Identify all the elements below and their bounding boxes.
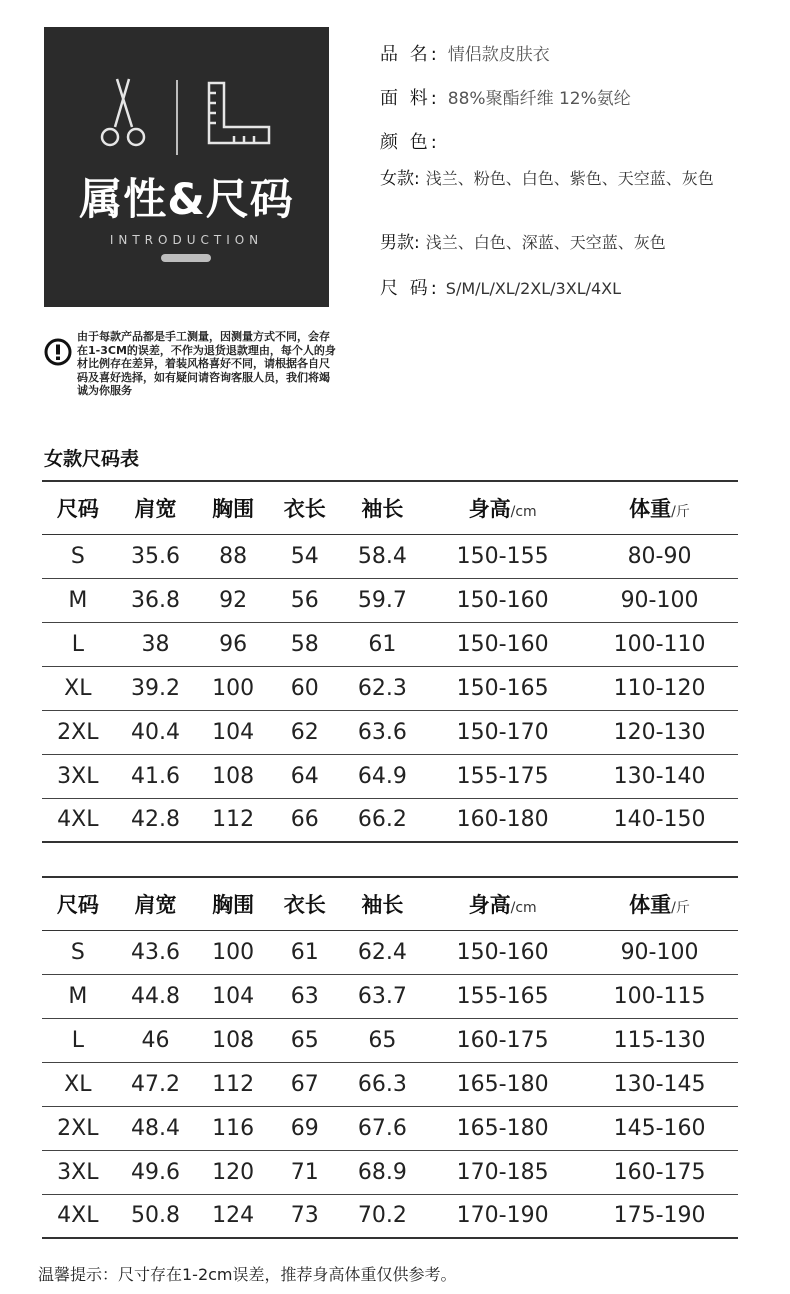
hero-banner: [44, 27, 329, 307]
cell-chest: 104: [212, 983, 255, 1009]
cell-height: 155-165: [456, 983, 549, 1009]
info-name-label: 品 名:: [380, 44, 440, 65]
cell-height: 150-170: [456, 719, 549, 745]
cell-size: L: [71, 631, 84, 657]
hero-icons: [44, 75, 329, 160]
header-height: [424, 877, 581, 930]
cell-sleeve: 67.6: [357, 1115, 407, 1141]
table-row: [42, 754, 738, 798]
cell-sleeve: 68.9: [357, 1159, 407, 1185]
info-name-value: 情侣款皮肤衣: [447, 45, 550, 65]
cell-height: 150-160: [456, 587, 549, 613]
cell-length: 66: [290, 807, 319, 833]
table-row: [42, 798, 738, 842]
header-chest: 胸围: [212, 496, 255, 521]
cell-chest: 100: [212, 939, 255, 965]
header-sleeve: 袖长: [361, 496, 404, 521]
exclamation-icon: [44, 338, 72, 366]
cell-chest: 116: [212, 1115, 255, 1141]
cell-chest: 104: [212, 719, 255, 745]
table-row: [42, 1194, 738, 1238]
scissors-icon: [102, 79, 144, 145]
cell-length: 60: [290, 675, 319, 701]
info-fabric-value: 88%聚酯纤维 12%氨纶: [447, 89, 631, 109]
cell-shoulder: 35.6: [130, 543, 180, 569]
header-length: 衣长: [283, 892, 326, 917]
table-header-row: [42, 481, 738, 534]
cell-weight: 115-130: [613, 1027, 706, 1053]
cell-length: 67: [290, 1071, 319, 1097]
cell-height: 155-175: [456, 763, 549, 789]
cell-shoulder: 36.8: [130, 587, 180, 613]
header-weight-label: 体重: [629, 496, 672, 521]
cell-length: 56: [290, 587, 319, 613]
cell-weight: 110-120: [613, 675, 706, 701]
header-size: 尺码: [56, 892, 99, 917]
women-size-table: [42, 480, 738, 843]
info-color-label: 颜 色:: [380, 132, 440, 153]
cell-chest: 96: [219, 631, 248, 657]
header-weight: [581, 481, 738, 534]
cell-sleeve: 63.6: [357, 719, 407, 745]
cell-chest: 108: [212, 1027, 255, 1053]
cell-size: 2XL: [57, 1115, 99, 1141]
cell-size: XL: [64, 675, 92, 701]
cell-length: 63: [290, 983, 319, 1009]
cell-shoulder: 47.2: [130, 1071, 180, 1097]
header-height-unit: /cm: [510, 503, 537, 520]
cell-size: XL: [64, 1071, 92, 1097]
cell-sleeve: 59.7: [357, 587, 407, 613]
header-height-label: 身高: [468, 496, 511, 521]
cell-height: 170-185: [456, 1159, 549, 1185]
cell-length: 73: [290, 1203, 319, 1229]
info-men-row: [380, 228, 666, 253]
header-weight-unit: /斤: [671, 503, 690, 520]
cell-height: 165-180: [456, 1071, 549, 1097]
cell-chest: 120: [212, 1159, 255, 1185]
cell-weight: 90-100: [620, 939, 699, 965]
footer-tip: 温馨提示：尺寸存在1-2cm误差，推荐身高体重仅供参考。: [38, 1265, 457, 1284]
cell-weight: 160-175: [613, 1159, 706, 1185]
info-size-label: 尺 码:: [380, 278, 440, 299]
cell-sleeve: 61: [368, 631, 397, 657]
cell-height: 150-165: [456, 675, 549, 701]
cell-size: 3XL: [57, 1159, 99, 1185]
cell-chest: 108: [212, 763, 255, 789]
cell-sleeve: 62.3: [357, 675, 407, 701]
cell-shoulder: 43.6: [130, 939, 180, 965]
cell-weight: 175-190: [613, 1203, 706, 1229]
info-men-colors: 浅兰、白色、深蓝、天空蓝、灰色: [425, 233, 666, 252]
cell-shoulder: 41.6: [130, 763, 180, 789]
ruler-icon: [209, 83, 269, 143]
info-color-row: [380, 128, 440, 154]
cell-weight: 140-150: [613, 807, 706, 833]
cell-sleeve: 64.9: [357, 763, 407, 789]
cell-chest: 92: [219, 587, 248, 613]
cell-shoulder: 50.8: [130, 1203, 180, 1229]
cell-weight: 90-100: [620, 587, 699, 613]
hero-subtitle: INTRODUCTION: [109, 233, 264, 247]
header-sleeve: 袖长: [361, 892, 404, 917]
cell-length: 65: [290, 1027, 319, 1053]
table-row: [42, 1150, 738, 1194]
cell-shoulder: 46: [141, 1027, 170, 1053]
header-weight-label: 体重: [629, 892, 672, 917]
section-title: 女款尺码表: [44, 448, 140, 470]
cell-sleeve: 58.4: [357, 543, 407, 569]
table-row: [42, 1018, 738, 1062]
cell-shoulder: 39.2: [130, 675, 180, 701]
cell-length: 62: [290, 719, 319, 745]
men-table-body: [42, 930, 738, 1238]
cell-shoulder: 40.4: [130, 719, 180, 745]
info-fabric-label: 面 料:: [380, 88, 440, 109]
cell-length: 61: [290, 939, 319, 965]
header-height-label: 身高: [468, 892, 511, 917]
cell-weight: 130-145: [613, 1071, 706, 1097]
cell-weight: 80-90: [627, 543, 692, 569]
table-header-row: [42, 877, 738, 930]
table-row: [42, 666, 738, 710]
men-size-table: [42, 876, 738, 1239]
cell-size: S: [70, 939, 85, 965]
header-shoulder: 肩宽: [134, 496, 177, 521]
cell-size: 4XL: [57, 807, 99, 833]
cell-height: 160-180: [456, 807, 549, 833]
cell-shoulder: 38: [141, 631, 170, 657]
table-row: [42, 1106, 738, 1150]
table-row: [42, 930, 738, 974]
info-women-row: [380, 164, 714, 189]
info-size-row: [380, 274, 621, 300]
header-weight-unit: /斤: [671, 899, 690, 916]
header-chest: 胸围: [212, 892, 255, 917]
info-women-colors: 浅兰、粉色、白色、紫色、天空蓝、灰色: [425, 169, 714, 188]
cell-sleeve: 66.3: [357, 1071, 407, 1097]
cell-sleeve: 66.2: [357, 807, 407, 833]
cell-size: L: [71, 1027, 84, 1053]
hero-title: 属性&尺码: [79, 175, 294, 225]
cell-sleeve: 62.4: [357, 939, 407, 965]
cell-height: 165-180: [456, 1115, 549, 1141]
cell-size: 3XL: [57, 763, 99, 789]
cell-size: M: [68, 587, 88, 613]
cell-chest: 88: [219, 543, 248, 569]
header-height: [424, 481, 581, 534]
cell-length: 69: [290, 1115, 319, 1141]
cell-length: 71: [290, 1159, 319, 1185]
cell-length: 54: [290, 543, 319, 569]
table-row: [42, 622, 738, 666]
cell-chest: 100: [212, 675, 255, 701]
cell-weight: 145-160: [613, 1115, 706, 1141]
cell-size: 4XL: [57, 1203, 99, 1229]
cell-length: 64: [290, 763, 319, 789]
info-women-label: 女款:: [380, 169, 420, 189]
table-row: [42, 974, 738, 1018]
cell-size: S: [70, 543, 85, 569]
table-row: [42, 534, 738, 578]
cell-shoulder: 49.6: [130, 1159, 180, 1185]
cell-chest: 112: [212, 1071, 255, 1097]
header-length: 衣长: [283, 496, 326, 521]
cell-sleeve: 63.7: [357, 983, 407, 1009]
cell-sleeve: 65: [368, 1027, 397, 1053]
cell-shoulder: 42.8: [130, 807, 180, 833]
cell-chest: 112: [212, 807, 255, 833]
header-weight: [581, 877, 738, 930]
cell-weight: 100-110: [613, 631, 706, 657]
cell-weight: 130-140: [613, 763, 706, 789]
cell-height: 160-175: [456, 1027, 549, 1053]
hero-bar: [161, 254, 211, 262]
cell-length: 58: [290, 631, 319, 657]
table-row: [42, 710, 738, 754]
women-table-body: [42, 534, 738, 842]
cell-shoulder: 44.8: [130, 983, 180, 1009]
info-name-row: [380, 40, 550, 66]
info-fabric-row: [380, 84, 631, 110]
info-men-label: 男款:: [380, 233, 420, 253]
cell-chest: 124: [212, 1203, 255, 1229]
table-row: [42, 1062, 738, 1106]
info-size-value: S/M/L/XL/2XL/3XL/4XL: [445, 279, 622, 298]
cell-height: 150-160: [456, 631, 549, 657]
header-size: 尺码: [56, 496, 99, 521]
header-shoulder: 肩宽: [134, 892, 177, 917]
cell-height: 150-160: [456, 939, 549, 965]
cell-size: 2XL: [57, 719, 99, 745]
notice-text: 由于每款产品都是手工测量，因测量方式不同，会存在1-3CM的误差，不作为退货退款理由，每个人的身材比例存在差异，着装风格喜好不同，请根据各自尺码及喜好选择，如有疑问请咨询客服人员，我们将竭诚为你服务: [77, 330, 336, 397]
table-row: [42, 578, 738, 622]
cell-weight: 100-115: [613, 983, 706, 1009]
cell-weight: 120-130: [613, 719, 706, 745]
cell-height: 150-155: [456, 543, 549, 569]
cell-sleeve: 70.2: [357, 1203, 407, 1229]
cell-height: 170-190: [456, 1203, 549, 1229]
header-height-unit: /cm: [510, 899, 537, 916]
cell-size: M: [68, 983, 88, 1009]
cell-shoulder: 48.4: [130, 1115, 180, 1141]
